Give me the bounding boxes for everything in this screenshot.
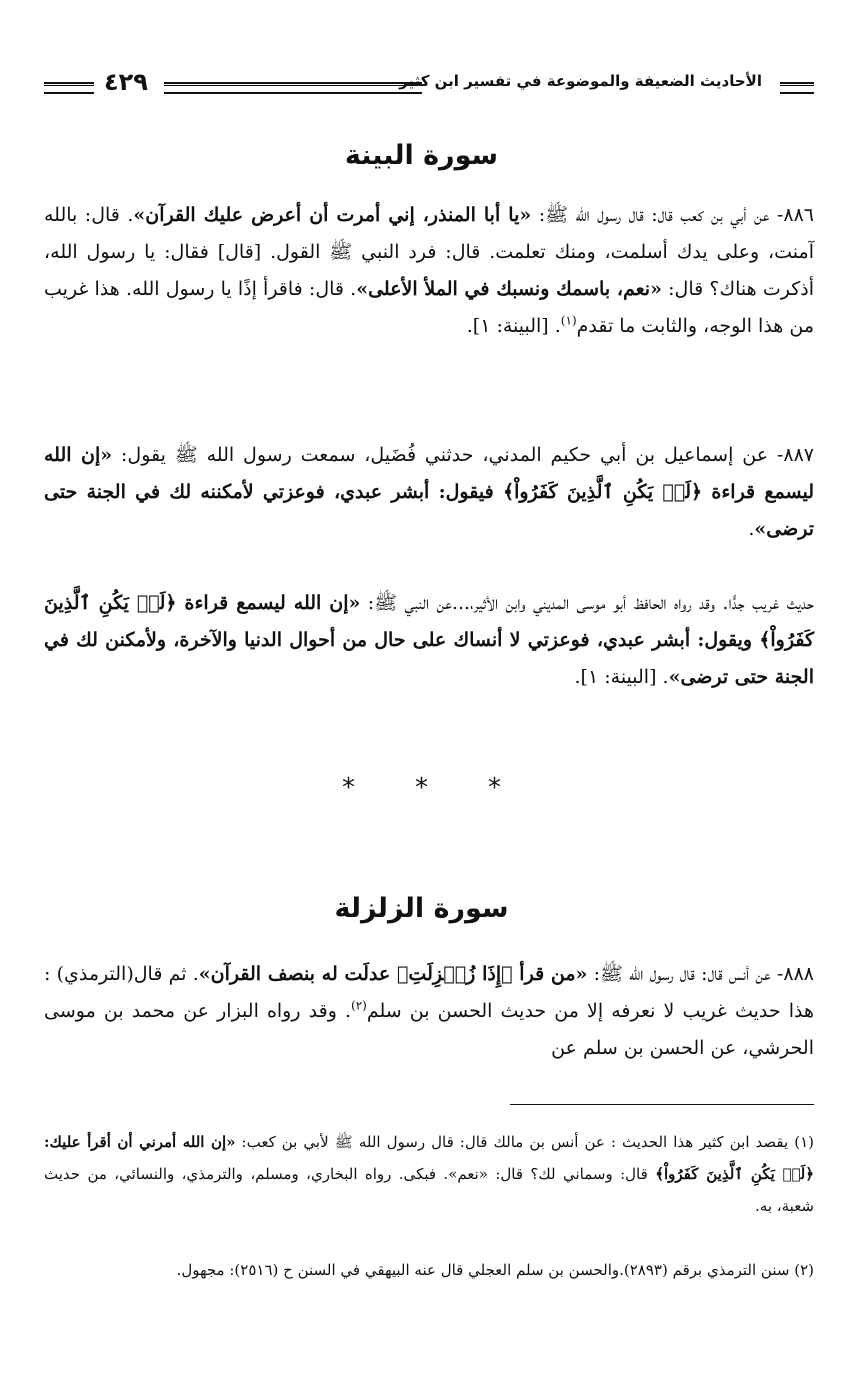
hadith-886-text-2: . قال: فاقرأ إذًا يا رسول الله. هذا غريب من هذا الوجه، والثابت ما تقدم xyxy=(44,278,814,337)
header-rule-right xyxy=(780,82,814,94)
commentary-intro: حديث غريب جدًّا. وقد رواه الحافظ أبو موسى المديني وابن الأثير،...عن النبي ﷺ: xyxy=(360,592,814,614)
asterisk: * xyxy=(488,773,501,803)
hadith-888-quote: «من قرأ ﴿إِذَا زُلۡزِلَتِ﴾ عدلَت له بنصف القرآن» xyxy=(198,963,588,985)
hadith-888 xyxy=(44,956,814,1067)
hadith-886-quote: «يا أبا المنذر، إني أمرت أن أعرض عليك القرآن» xyxy=(133,204,532,226)
hadith-886-quote-2: «نعم، باسمك ونسبك في الملأ الأعلى» xyxy=(356,278,662,300)
footnote-1 xyxy=(44,1126,814,1222)
footnote-divider xyxy=(510,1104,814,1105)
hadith-887 xyxy=(44,437,814,548)
footnote-ref-2[interactable]: (٢) xyxy=(351,998,367,1013)
header-rule-middle xyxy=(164,82,422,94)
section-separator xyxy=(0,773,843,803)
surah-title-bayyina: سورة البينة xyxy=(344,140,499,171)
hadith-886-text: . قال: بالله آمنت، وعلى يدك أسلمت، ومنك تعلمت. قال: فرد النبي ﷺ القول. [قال] فقال: يا رسول الله، أذكرت هناك؟ قال: xyxy=(44,204,814,300)
commentary-reference: . [البينة: ١]. xyxy=(574,666,669,688)
hadith-887-commentary xyxy=(44,585,814,696)
hadith-886-reference: . [البينة: ١]. xyxy=(466,315,561,337)
hadith-888-text-2: . وقد رواه البزار عن محمد بن موسى الحرشي، عن الحسن بن سلم عن xyxy=(44,1000,814,1059)
running-header xyxy=(44,70,814,104)
hadith-887-end: . xyxy=(748,518,755,540)
hadith-886 xyxy=(44,197,814,345)
asterisk: * xyxy=(342,773,355,803)
footnote-1-text-2: قال: وسماني لك؟ قال: «نعم». فبكى. رواه البخاري، ومسلم، والترمذي، والنسائي، من حديث شعبة، به. xyxy=(44,1165,814,1215)
hadith-886-intro: ٨٨٦- عن أبي بن كعب قال: قال رسول الله ﷺ: xyxy=(531,204,815,226)
page-number: ٤٢٩ xyxy=(104,68,148,96)
header-rule-left xyxy=(44,82,94,94)
hadith-887-intro: ٨٨٧- عن إسماعيل بن أبي حكيم المدني، حدثني فُضَيل، سمعت رسول الله ﷺ يقول: xyxy=(112,444,814,466)
hadith-888-text: . ثم قال(الترمذي) : هذا حديث غريب لا نعرفه إلا من حديث الحسن بن سلم xyxy=(44,963,814,1022)
footnote-1-quote: «إن الله أمرني أن أقرأ عليك: ﴿لَمۡ يَكُنِ ٱلَّذِينَ كَفَرُواْ﴾ xyxy=(44,1133,815,1183)
footnote-1-text: (١) يقصد ابن كثير هذا الحديث : عن أنس بن مالك قال: قال رسول الله ﷺ لأبي بن كعب: xyxy=(235,1133,814,1151)
commentary-quote: «إن الله ليسمع قراءة ﴿لَمۡ يَكُنِ ٱلَّذِينَ كَفَرُواْ﴾ ويقول: أبشر عبدي، فوعزتي لا أنساك على حال من أحوال الدنيا والآخرة، ولأمكنن لك في الجنة حتى ترضى» xyxy=(44,592,814,688)
footnote-ref-1[interactable]: (١) xyxy=(560,313,577,328)
footnote-2: (٢) سنن الترمذي برقم (٢٨٩٣).والحسن بن سلم العجلي قال عنه البيهقي في السنن ح (٢٥١٦): مجهول. xyxy=(176,1261,814,1279)
header-title: الأحاديث الضعيفة والموضوعة في تفسير ابن كثير xyxy=(399,72,762,90)
asterisk: * xyxy=(415,773,428,803)
hadith-887-quote: «إن الله ليسمع قراءة ﴿لَمۡ يَكُنِ ٱلَّذِينَ كَفَرُواْ﴾ فيقول: أبشر عبدي، فوعزتي لأمكننه لك في الجنة حتى ترضى» xyxy=(44,444,814,540)
surah-title-zalzala: سورة الزلزلة xyxy=(334,893,509,924)
hadith-888-intro: ٨٨٨- عن أنس قال: قال رسول الله ﷺ: xyxy=(587,963,814,985)
